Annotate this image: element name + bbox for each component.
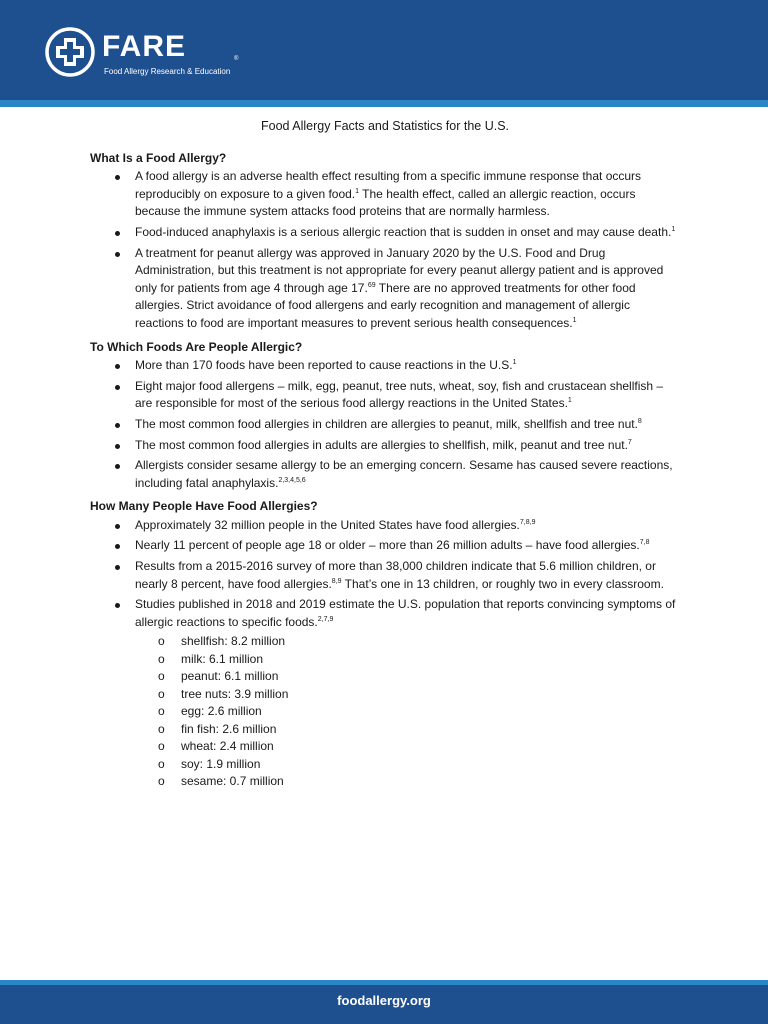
section-heading: How Many People Have Food Allergies? <box>90 499 318 514</box>
citation-superscript: 8,9 <box>331 577 342 585</box>
list-item-text: Allergists consider sesame allergy to be an emerging concern. Sesame has caused severe reactions, including fatal anaphylaxis. <box>135 458 673 490</box>
hollow-bullet-icon: o <box>158 651 165 666</box>
list-item <box>90 558 680 593</box>
bullet-dot-icon <box>115 364 120 369</box>
hollow-bullet-icon: o <box>158 686 165 701</box>
list-item <box>90 224 680 242</box>
page-header <box>0 0 768 100</box>
citation-superscript: 2,7,9 <box>317 615 334 623</box>
list-item-text: More than 170 foods have been reported to cause reactions in the U.S. <box>135 358 513 373</box>
food-count-item <box>135 738 680 756</box>
list-item-text: Nearly 11 percent of people age 18 or older – more than 26 million adults – have food allergies. <box>135 538 640 553</box>
bullet-dot-icon <box>115 423 120 428</box>
food-count-item <box>135 721 680 739</box>
hollow-bullet-icon: o <box>158 669 165 684</box>
list-item <box>90 596 680 791</box>
hollow-bullet-icon: o <box>158 774 165 789</box>
list-item <box>90 378 680 413</box>
list-item-text: The most common food allergies in children are allergies to peanut, milk, shellfish and tree nut. <box>135 416 638 431</box>
food-allergy-counts-list <box>135 633 680 791</box>
section-heading: What Is a Food Allergy? <box>90 150 227 165</box>
header-accent-rule <box>0 100 768 107</box>
list-item-text-continued: The health effect, called an allergic reaction, occurs because the immune system attacks food proteins that are normally harmless. <box>135 186 636 219</box>
list-item-text-continued: There are no approved treatments for other food allergies. Strict avoidance of food allergens and early recognition and management of allergic reactions to food are important measures to prevent serious health consequences. <box>135 280 636 330</box>
logo-subtitle: Food Allergy Research & Education <box>104 67 231 76</box>
food-count-text: sesame: 0.7 million <box>181 774 284 789</box>
document-title: Food Allergy Facts and Statistics for the U.S. <box>260 119 510 133</box>
list-item <box>90 357 680 375</box>
bullet-dot-icon <box>115 252 120 257</box>
list-item <box>90 517 680 535</box>
citation-superscript: 1 <box>572 316 577 324</box>
bullet-list <box>90 357 680 492</box>
medical-cross-logo-icon <box>44 26 96 78</box>
food-count-item <box>135 633 680 651</box>
hollow-bullet-icon: o <box>158 721 165 736</box>
logo-trademark: ® <box>234 56 239 62</box>
citation-superscript: 1 <box>671 225 676 233</box>
citation-superscript: 1 <box>355 187 360 195</box>
bullet-dot-icon <box>115 231 120 236</box>
food-count-text: milk: 6.1 million <box>181 651 264 666</box>
bullet-dot-icon <box>115 544 120 549</box>
food-count-item <box>135 756 680 774</box>
list-item-text: The most common food allergies in adults are allergies to shellfish, milk, peanut and tree nut. <box>135 437 628 452</box>
list-item <box>90 416 680 434</box>
list-item <box>90 168 680 221</box>
hollow-bullet-icon: o <box>158 634 165 649</box>
bullet-list <box>90 517 680 791</box>
bullet-dot-icon <box>115 175 120 180</box>
citation-superscript: 7,8,9 <box>519 518 536 526</box>
list-item-text: A food allergy is an adverse health effect resulting from a specific immune response that occurs reproducibly on exposure to a given food. <box>135 169 642 201</box>
footer-website-link[interactable]: foodallergy.org <box>337 993 431 1008</box>
bullet-dot-icon <box>115 464 120 469</box>
citation-superscript: 1 <box>512 359 517 367</box>
sections-container <box>90 150 680 791</box>
food-count-text: fin fish: 2.6 million <box>181 721 277 736</box>
section-heading: To Which Foods Are People Allergic? <box>90 339 303 354</box>
food-count-text: peanut: 6.1 million <box>181 669 279 684</box>
list-item-text: Eight major food allergens – milk, egg, peanut, tree nuts, wheat, soy, fish and crustacean shellfish – are responsible for most of the serious food allergy reactions in the United States. <box>135 378 664 411</box>
food-count-item <box>135 668 680 686</box>
citation-superscript: 8 <box>637 417 642 425</box>
list-item-text: A treatment for peanut allergy was approved in January 2020 by the U.S. Food and Drug Administration, but this treatment is not appropriate for every peanut allergy patient and is approved only for patients from age 4 through age 17. <box>135 245 664 295</box>
bullet-dot-icon <box>115 524 120 529</box>
list-item <box>90 437 680 455</box>
hollow-bullet-icon: o <box>158 739 165 754</box>
list-item-text: Results from a 2015-2016 survey of more than 38,000 children indicate that 5.6 million children, or nearly 8 percent, have food allergies. <box>135 559 656 591</box>
logo-wordmark: FARE <box>102 30 187 63</box>
list-item <box>90 537 680 555</box>
bullet-dot-icon <box>115 444 120 449</box>
citation-superscript: 2,3,4,5,6 <box>278 476 306 484</box>
food-count-item <box>135 773 680 791</box>
food-count-item <box>135 686 680 704</box>
citation-superscript: 1 <box>567 397 572 405</box>
food-count-text: egg: 2.6 million <box>181 704 262 719</box>
food-count-text: tree nuts: 3.9 million <box>181 686 289 701</box>
bullet-dot-icon <box>115 565 120 570</box>
citation-superscript: 69 <box>367 281 376 289</box>
document-body <box>90 118 680 797</box>
list-item-text: Approximately 32 million people in the United States have food allergies. <box>135 517 520 532</box>
food-count-text: wheat: 2.4 million <box>181 739 274 754</box>
bullet-list <box>90 168 680 332</box>
citation-superscript: 7 <box>627 438 632 446</box>
list-item-text: Food-induced anaphylaxis is a serious allergic reaction that is sudden in onset and may cause death. <box>135 224 672 239</box>
list-item <box>90 457 680 492</box>
fare-logo[interactable] <box>44 26 344 86</box>
citation-superscript: 7,8 <box>639 539 650 547</box>
food-count-item <box>135 703 680 721</box>
list-item-text: Studies published in 2018 and 2019 estimate the U.S. population that reports convincing symptoms of allergic reactions to specific foods. <box>135 597 676 629</box>
list-item-text-continued: That’s one in 13 children, or roughly two in every classroom. <box>341 576 664 591</box>
food-count-text: soy: 1.9 million <box>181 756 261 771</box>
hollow-bullet-icon: o <box>158 756 165 771</box>
food-count-item <box>135 651 680 669</box>
food-count-text: shellfish: 8.2 million <box>181 634 286 649</box>
list-item <box>90 245 680 333</box>
hollow-bullet-icon: o <box>158 704 165 719</box>
bullet-dot-icon <box>115 603 120 608</box>
bullet-dot-icon <box>115 385 120 390</box>
